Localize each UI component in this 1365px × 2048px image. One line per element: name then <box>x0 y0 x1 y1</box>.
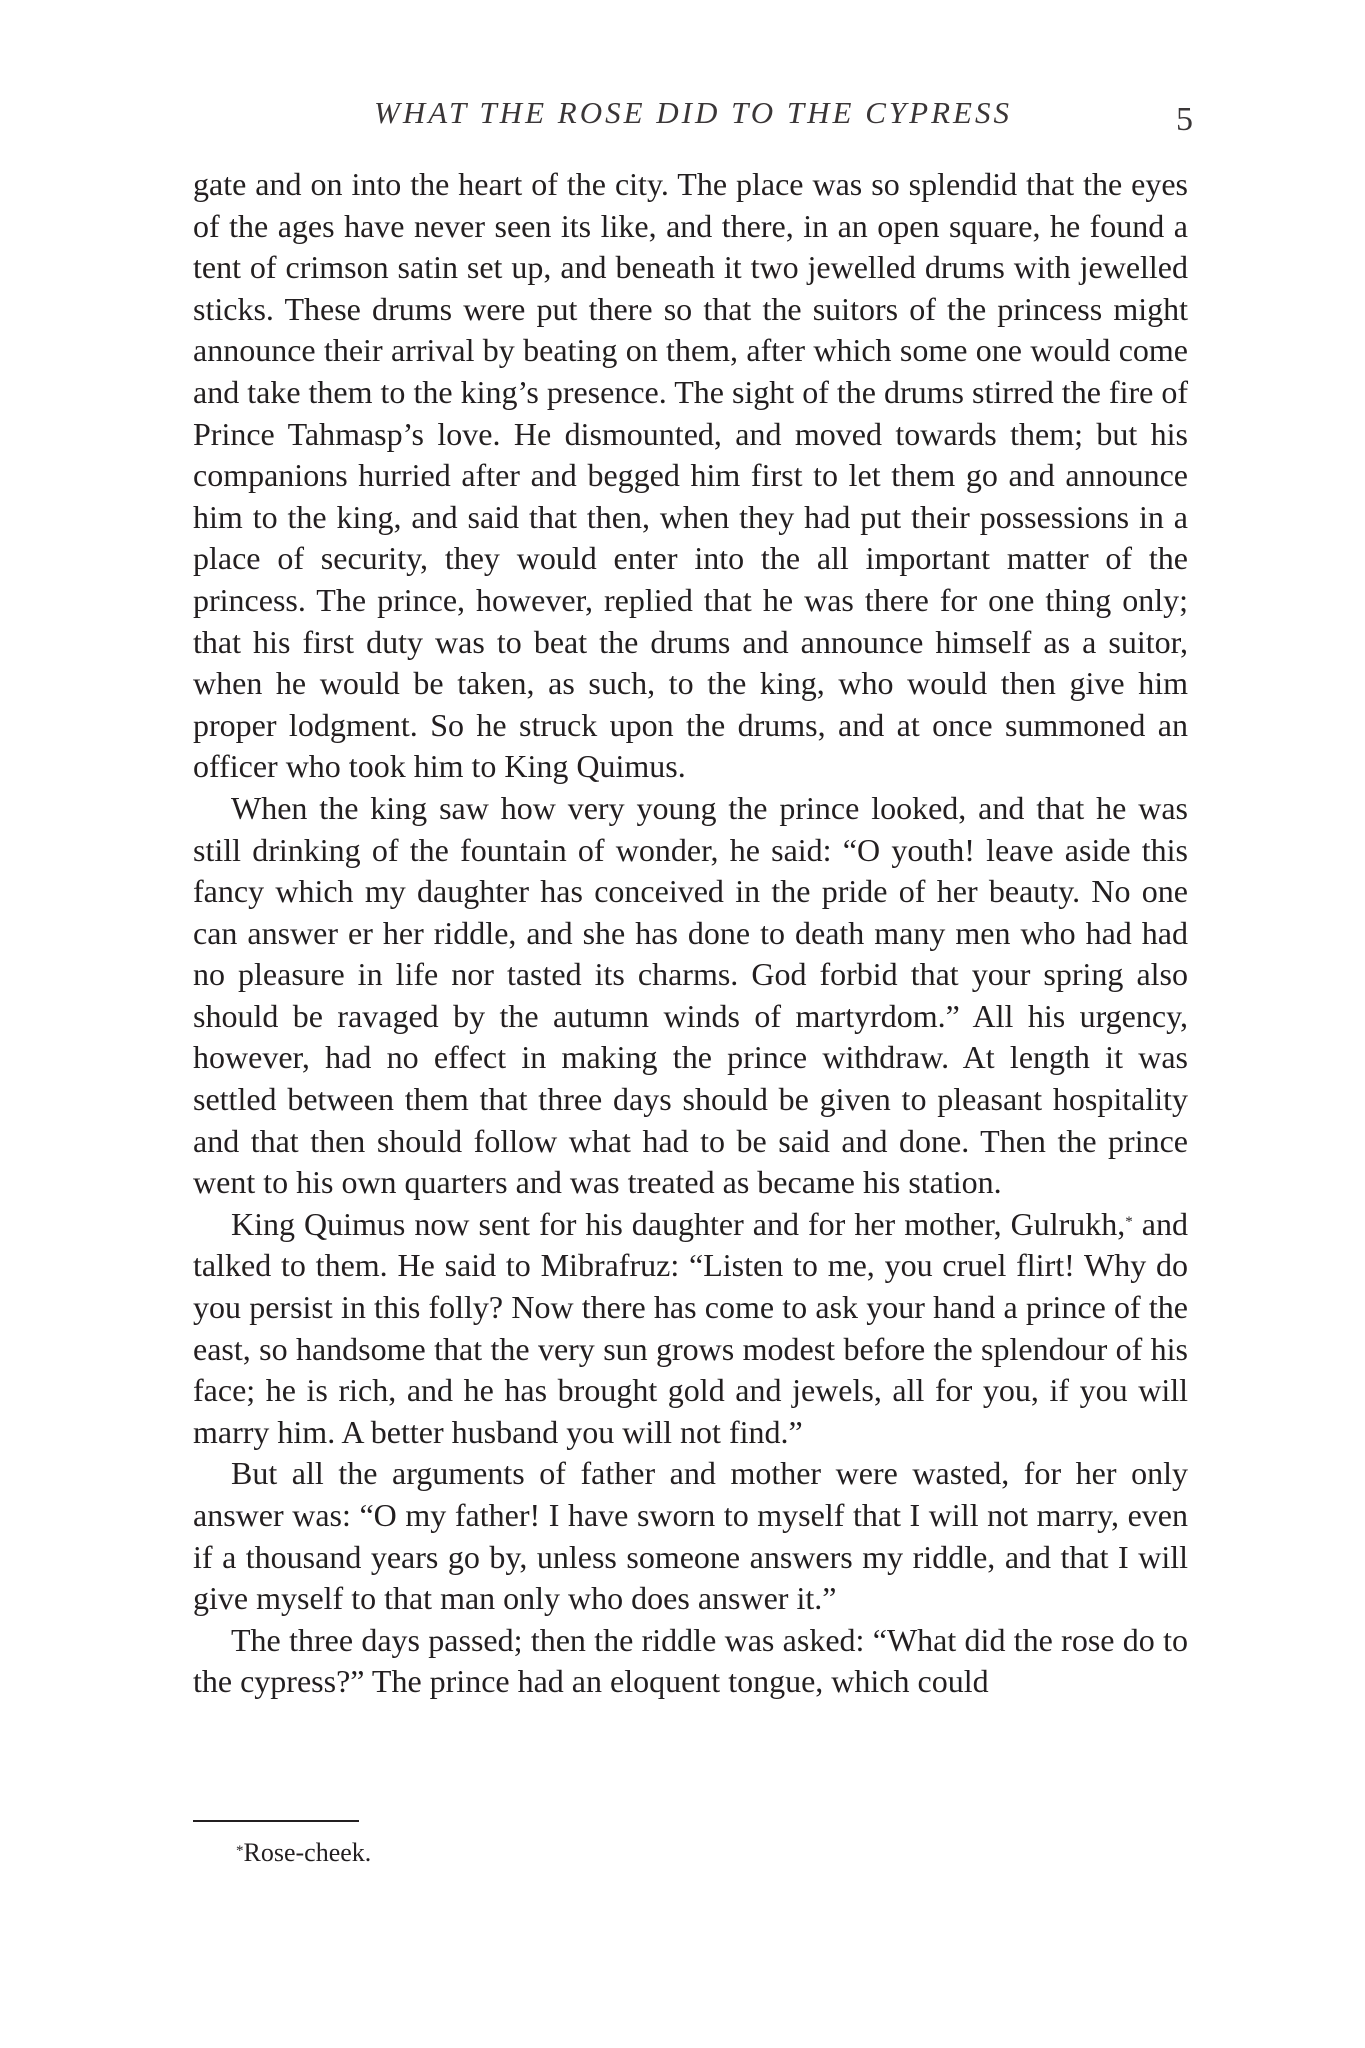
footnote-reference: * <box>1125 1213 1133 1230</box>
page-number: 5 <box>1176 101 1193 138</box>
paragraph-text: and talked to them. He said to Mibrafruz: “Listen to me, you cruel flirt! Why do you persist in this folly? Now there has come to ask your hand a prince of the east, so handsome that the very sun grows modest before the splendour of his face; he is rich, and he has brought gold and jewels, all for you, if you will marry him. A better husband you will not find.” <box>193 1205 1189 1450</box>
paragraph-with-footnote <box>193 1204 1188 1454</box>
paragraph: When the king saw how very young the prince looked, and that he was still drinking of the fountain of wonder, he said: “O youth! leave aside this fancy which my daughter has conceived in the pride of her beauty. No one can answer er her riddle, and she has done to death many men who had had no pleasure in life nor tasted its charms. God forbid that your spring also should be ravaged by the autumn winds of martyrdom.” All his urgency, however, had no effect in making the prince withdraw. At length it was settled between them that three days should be given to pleasant hospitality and that then should follow what had to be said and done. Then the prince went to his own quarters and was treated as became his station. <box>193 789 1188 1201</box>
paragraph: The three days passed; then the riddle was asked: “What did the rose do to the cypress?” The prince had an eloquent tongue, which could <box>193 1621 1188 1700</box>
footnote <box>236 1837 371 1869</box>
paragraph: But all the arguments of father and mother were wasted, for her only answer was: “O my father! I have sworn to myself that I will not marry, even if a thousand years go by, unless someone answers my riddle, and that I will give myself to that man only who does answer it.” <box>193 1455 1188 1617</box>
footnote-text: Rose-cheek. <box>243 1838 372 1867</box>
paragraph-text: King Quimus now sent for his daughter and for her mother, Gulrukh, <box>231 1205 1126 1242</box>
paragraph-continued: gate and on into the heart of the city. The place was so splendid that the eyes of the ages have never seen its like, and there, in an open square, he found a tent of crimson satin set up, and beneath it two jewelled drums with jewelled sticks. These drums were put there so that the suitors of the princess might announce their arrival by beating on them, after which some one would come and take them to the king’s presence. The sight of the drums stirred the fire of Prince Tahmasp’s love. He dismounted, and moved towards them; but his companions hurried after and begged him first to let them go and announce him to the king, and said that then, when they had put their possessions in a place of security, they would enter into the all important matter of the princess. The prince, however, replied that he was there for one thing only; that his first duty was to beat the drums and announce himself as a suitor, when he would be taken, as such, to the king, who would then give him proper lodgment. So he struck upon the drums, and at once summoned an officer who took him to King Quimus. <box>193 166 1188 785</box>
footnote-rule <box>193 1820 359 1822</box>
footnote-mark: * <box>236 1843 244 1859</box>
running-head: WHAT THE ROSE DID TO THE CYPRESS <box>374 95 1012 130</box>
page-header <box>193 95 1193 141</box>
body-text <box>193 164 1188 1703</box>
